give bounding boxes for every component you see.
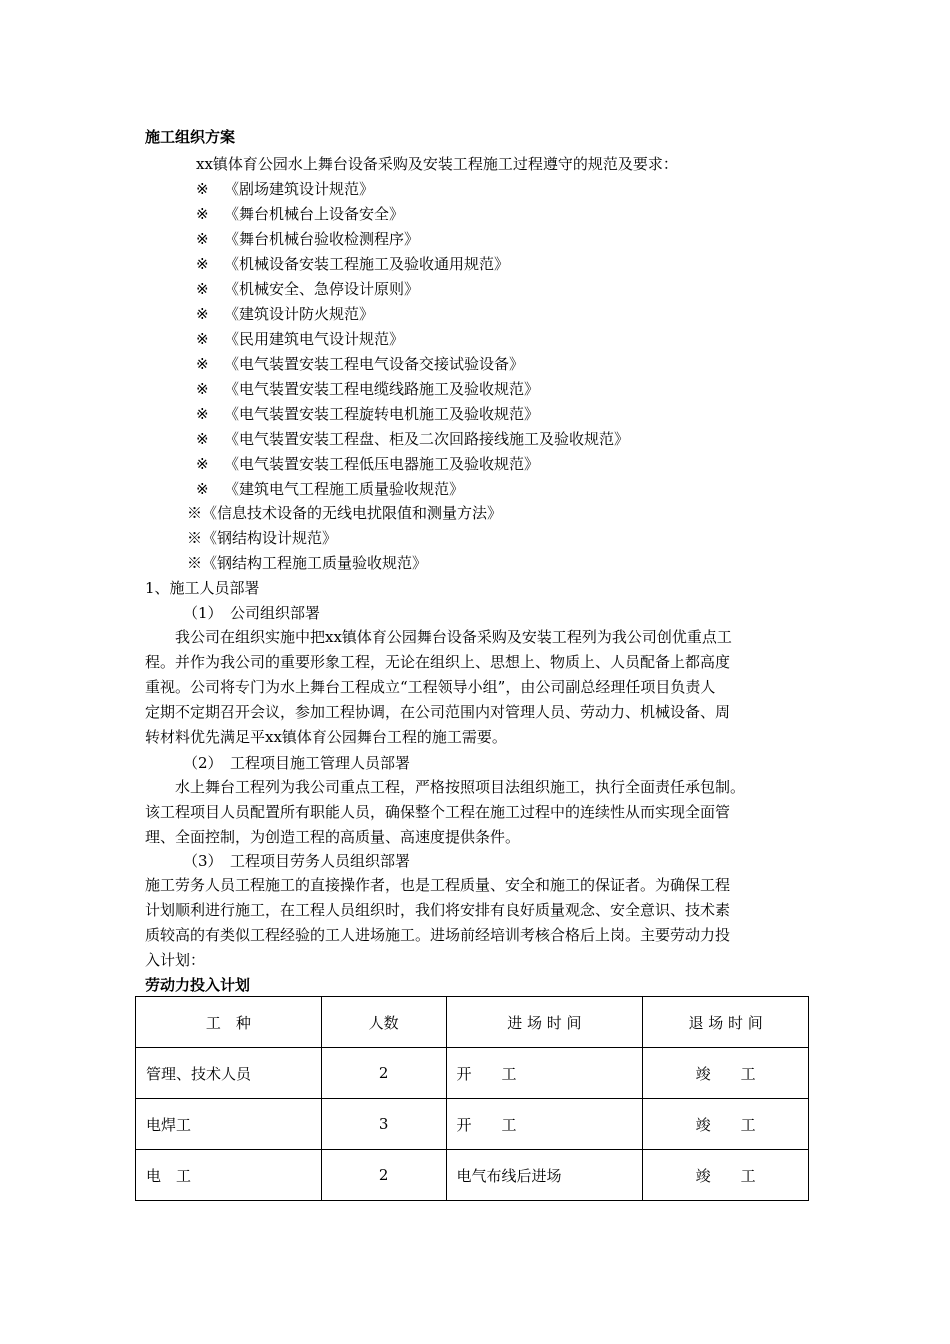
reference-mark-icon: ※ [196,280,209,298]
table-row [136,1048,809,1099]
subsection-title: （1） 公司组织部署 [183,604,321,622]
table-title: 劳动力投入计划 [145,976,251,994]
table-row [136,1150,809,1201]
reference-mark-icon: ※ [196,355,209,373]
intro-line: xx镇体育公园水上舞台设备采购及安装工程施工过程遵守的规范及要求： [196,155,678,173]
column-header-entry-time: 进 场 时 间 [446,997,643,1048]
document-heading: 施工组织方案 [145,128,236,146]
standard-item: ※ 《舞台机械台上设备安全》 [196,205,405,223]
paragraph-management-staff: 水上舞台工程列为我公司重点工程，严格按照项目法组织施工，执行全面责任承包制。 该工程项目人员配置所有职能人员，确保整个工程在施工过程中的连续性从而实现全面管 理、全面控制，为创造工程的高质量、高速度提供条件。 [145,778,746,846]
standard-item: ※ 《机械设备安装工程施工及验收通用规范》 [196,255,510,273]
cell-trade: 电 工 [136,1150,322,1201]
standard-item: ※ 《电气装置安装工程电气设备交接试验设备》 [196,355,525,373]
cell-count: 2 [321,1150,446,1201]
standard-item: ※ 《电气装置安装工程旋转电机施工及验收规范》 [196,405,540,423]
standards-list-extra [187,503,502,578]
standard-item: ※ 《机械安全、急停设计原则》 [196,280,420,298]
cell-entry-time: 开 工 [446,1048,643,1099]
standard-item: ※ 《建筑电气工程施工质量验收规范》 [196,480,465,498]
reference-mark-icon: ※ [196,330,209,348]
column-header-exit-time: 退 场 时 间 [643,997,809,1048]
cell-exit-time: 竣 工 [643,1099,809,1150]
subsection-title: （2） 工程项目施工管理人员部署 [183,754,411,772]
cell-count: 2 [321,1048,446,1099]
cell-exit-time: 竣 工 [643,1150,809,1201]
reference-mark-icon: ※ [196,230,209,248]
cell-count: 3 [321,1099,446,1150]
table-header-row [136,997,809,1048]
reference-mark-icon: ※ [196,455,209,473]
cell-trade: 电焊工 [136,1099,322,1150]
cell-entry-time: 电气布线后进场 [446,1150,643,1201]
reference-mark-icon: ※ [196,305,209,323]
cell-entry-time: 开 工 [446,1099,643,1150]
paragraph-company-organization: 我公司在组织实施中把xx镇体育公园舞台设备采购及安装工程列为我公司创优重点工 程。并作为我公司的重要形象工程，无论在组织上、思想上、物质上、人员配备上都高度 重视。公司将专门为水上舞台工程成立“工程领导小组”，由公司副总经理任项目负责人 定期不定期召开会议，参加工程协调，在公司范围内对管理人员、劳动力、机械设备、周 转材料优先满足平xx镇体育公园舞台工程的施工需要。 [145,628,732,746]
reference-mark-icon: ※ [196,405,209,423]
standard-item: ※《钢结构设计规范》 [187,529,338,547]
standard-item: ※ 《民用建筑电气设计规范》 [196,330,405,348]
standard-item: ※ 《电气装置安装工程低压电器施工及验收规范》 [196,455,540,473]
reference-mark-icon: ※ [196,380,209,398]
reference-mark-icon: ※ [196,180,209,198]
standards-list [196,179,629,504]
standard-item: ※《信息技术设备的无线电扰限值和测量方法》 [187,504,503,522]
table-row [136,1099,809,1150]
standard-item: ※《钢结构工程施工质量验收规范》 [187,554,428,572]
reference-mark-icon: ※ [196,205,209,223]
standard-item: ※ 《剧场建筑设计规范》 [196,180,375,198]
standard-item: ※ 《建筑设计防火规范》 [196,305,375,323]
paragraph-labor-staff: 施工劳务人员工程施工的直接操作者，也是工程质量、安全和施工的保证者。为确保工程 计划顺利进行施工，在工程人员组织时，我们将安排有良好质量观念、安全意识、技术素 质较高的有类似工程经验的工人进场施工。进场前经培训考核合格后上岗。主要劳动力投 入计划： [145,876,731,969]
cell-exit-time: 竣 工 [643,1048,809,1099]
column-header-trade: 工 种 [136,997,322,1048]
standard-item: ※ 《舞台机械台验收检测程序》 [196,230,420,248]
standard-item: ※ 《电气装置安装工程盘、柜及二次回路接线施工及验收规范》 [196,430,630,448]
reference-mark-icon: ※ [196,430,209,448]
section-title: 1、施工人员部署 [145,579,260,597]
reference-mark-icon: ※ [196,255,209,273]
reference-mark-icon: ※ [196,480,209,498]
labor-plan-table [135,996,809,1201]
column-header-count: 人数 [321,997,446,1048]
cell-trade: 管理、技术人员 [136,1048,322,1099]
standard-item: ※ 《电气装置安装工程电缆线路施工及验收规范》 [196,380,540,398]
subsection-title: （3） 工程项目劳务人员组织部署 [183,852,411,870]
